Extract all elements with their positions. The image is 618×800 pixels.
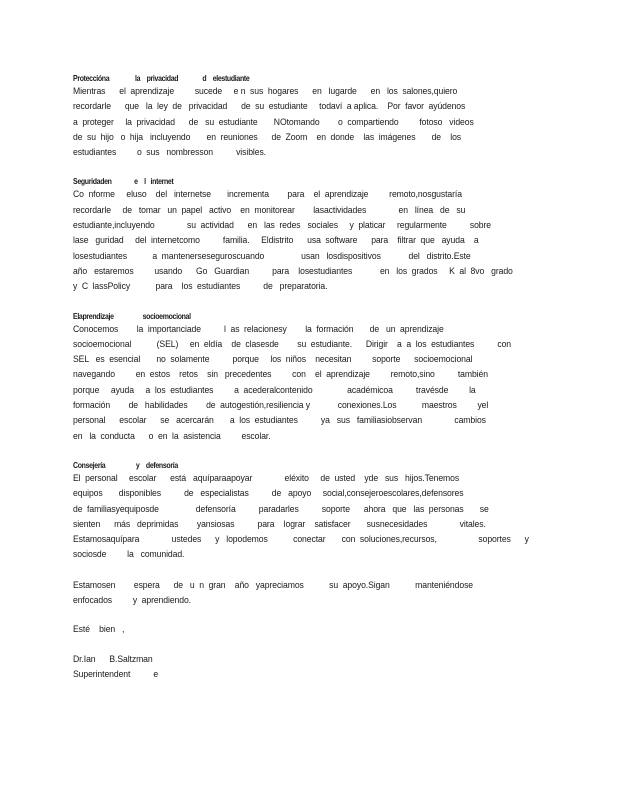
paragraph-line: recordarle de tomar un papel activo en monitorear lasactividades en línea de su (73, 204, 466, 216)
paragraph-line: lase guridad del internetcomo familia. Eldistrito usa software para filtrar que ayuda a (73, 235, 479, 247)
paragraph-line: socioemocional (SEL) en eldía de clasesde su estudiante. Dirigir a a los estudiantes con (73, 338, 512, 350)
section-heading: Seguridaden e l internet (73, 176, 174, 187)
signature-block (73, 652, 539, 683)
paragraph-line: equipos disponibles de especialistas de apoyo social,consejeroescolares,defensores (73, 488, 464, 500)
section-heading: Elaprendizaje socioemocional (73, 310, 191, 321)
paragraph-line: año estaremos usando Go Guardian para losestudiantes en los grados K al 8vo grado (73, 265, 513, 277)
section-internet-safety (73, 175, 539, 294)
paragraph-line: a proteger la privacidad de su estudiante NOtomando o compartiendo fotoso videos (73, 116, 474, 128)
paragraph-line: de familiasyequiposde defensoría paradarles soporte ahora que las personas se (73, 503, 489, 515)
signer-name: Dr.Ian B.Saltzman (73, 653, 153, 665)
greeting: Esté bien , (73, 624, 125, 636)
paragraph-line: estudiantes o sus nombresson visibles. (73, 147, 266, 159)
greeting-block (73, 622, 539, 637)
paragraph-line: Co nforme eluso del internetse incrementa para el aprendizaje remoto,nosgustaría (73, 189, 462, 201)
section-privacy (73, 72, 539, 160)
paragraph-line: Conocemos la importanciade l as relacionesy la formación de un aprendizaje (73, 323, 444, 335)
paragraph-line: formación de habilidades de autogestión,resiliencia y conexiones.Los maestros yel (73, 400, 489, 412)
section-heading: Consejería y defensoría (73, 459, 178, 470)
paragraph-line: porque ayuda a los estudiantes a acederalcontenido académicoa travésde la (73, 384, 476, 396)
section-social-emotional-learning (73, 310, 539, 444)
section-heading: Proteccióna la privacidad d elestudiante (73, 73, 250, 83)
paragraph-line: sociosde la comunidad. (73, 549, 185, 561)
signer-title: Superintendent e (73, 668, 159, 680)
paragraph-line: de su hijo o hija incluyendo en reuniones de Zoom en donde las imágenes de los (73, 131, 462, 143)
paragraph-line: y C lassPolicy para los estudiantes de preparatoria. (73, 281, 328, 293)
paragraph-line: El personal escolar está aquíparaapoyar eléxito de usted yde sus hijos.Tenemos (73, 472, 460, 484)
paragraph-line: enfocados y aprendiendo. (73, 595, 191, 607)
paragraph-line: Mientras el aprendizaje sucede e n sus hogares en lugarde en los salones,quiero (73, 86, 458, 97)
paragraph-line: losestudiantes a mantenerseseguroscuando usan losdispositivos del distrito.Este (73, 250, 471, 262)
paragraph-line: en la conducta o en la asistencia escolar. (73, 430, 271, 442)
closing-paragraph (73, 578, 539, 609)
section-counseling-advocacy (73, 459, 539, 563)
paragraph-line: Estamosen espera de u n gran año yapreciamos su apoyo.Sigan manteniéndose (73, 579, 474, 591)
paragraph-line: Estamosaquípara ustedes y lopodemos conectar con soluciones,recursos, soportes y (73, 534, 529, 546)
paragraph-line: recordarle que la ley de privacidad de su estudiante todaví a aplica. Por favor ayúdenos (73, 101, 466, 113)
letter-body (73, 72, 539, 682)
paragraph-line: estudiante,incluyendo su actividad en las redes sociales y platicar regularmente sobre (73, 220, 492, 232)
paragraph-line: personal escolar se acercarán a los estudiantes ya sus familiasiobservan cambios (73, 415, 486, 427)
paragraph-line: SEL es esencial no solamente porque los niños necesitan soporte socioemocional (73, 354, 473, 366)
paragraph-line: navegando en estos retos sin precedentes con el aprendizaje remoto,sino también (73, 369, 488, 381)
paragraph-line: sienten más deprimidas yansiosas para lograr satisfacer susnecesidades vitales. (73, 518, 486, 530)
